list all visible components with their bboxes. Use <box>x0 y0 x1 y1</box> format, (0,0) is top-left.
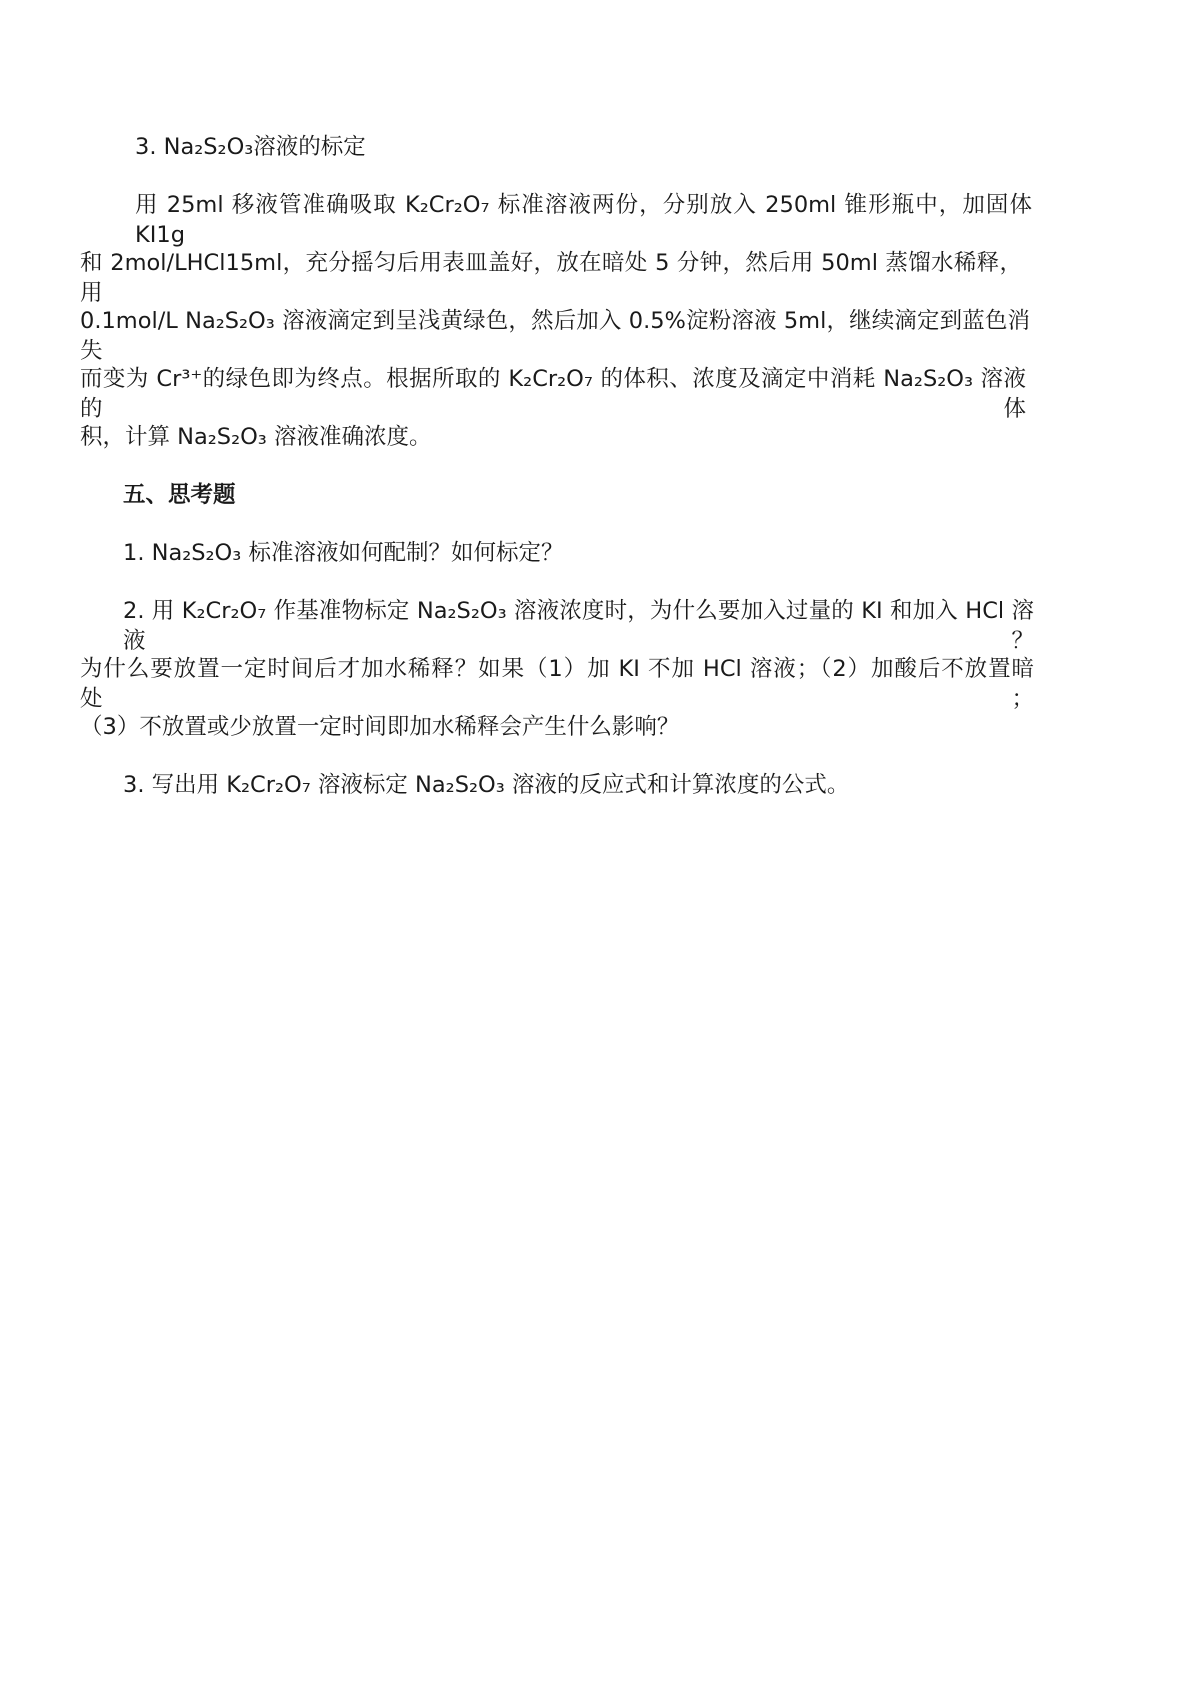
question-2-line-1: 2. 用 K₂Cr₂O₇ 作基准物标定 Na₂S₂O₃ 溶液浓度时，为什么要加入过量的 KI 和加入 HCl 溶液？ <box>123 598 1034 654</box>
question-2-line-2: 为什么要放置一定时间后才加水稀释？如果（1）加 KI 不加 HCl 溶液；（2）加酸后不放置暗处； <box>80 656 1034 712</box>
paragraph-line-5: 积，计算 Na₂S₂O₃ 溶液准确浓度。 <box>80 424 432 450</box>
paragraph-line-2: 和 2mol/LHCl15ml，充分摇匀后用表皿盖好，放在暗处 5 分钟，然后用 50ml 蒸馏水稀释， 用 <box>80 250 1022 306</box>
question-1: 1. Na₂S₂O₃ 标准溶液如何配制？如何标定？ <box>123 540 564 566</box>
section-3-title: 溶液的标定 <box>253 134 366 160</box>
question-3: 3. 写出用 K₂Cr₂O₇ 溶液标定 Na₂S₂O₃ 溶液的反应式和计算浓度的公式。 <box>123 772 850 798</box>
section-3-heading <box>135 132 366 162</box>
section-5-heading: 五、思考题 <box>123 482 236 508</box>
paragraph-line-3: 0.1mol/L Na₂S₂O₃ 溶液滴定到呈浅黄绿色，然后加入 0.5%淀粉溶液 5ml，继续滴定到蓝色消失 <box>80 308 1030 364</box>
section-3-chem: Na₂S₂O₃ <box>163 134 254 160</box>
paragraph-line-4: 而变为 Cr³⁺的绿色即为终点。根据所取的 K₂Cr₂O₇ 的体积、浓度及滴定中消耗 Na₂S₂O₃ 溶液的体 <box>80 366 1026 422</box>
paragraph-line-1: 用 25ml 移液管准确吸取 K₂Cr₂O₇ 标准溶液两份，分别放入 250ml 锥形瓶中，加固体 KI1g <box>135 192 1032 248</box>
question-2-line-3: （3）不放置或少放置一定时间即加水稀释会产生什么影响？ <box>80 714 680 740</box>
section-3-number: 3. <box>135 134 157 160</box>
